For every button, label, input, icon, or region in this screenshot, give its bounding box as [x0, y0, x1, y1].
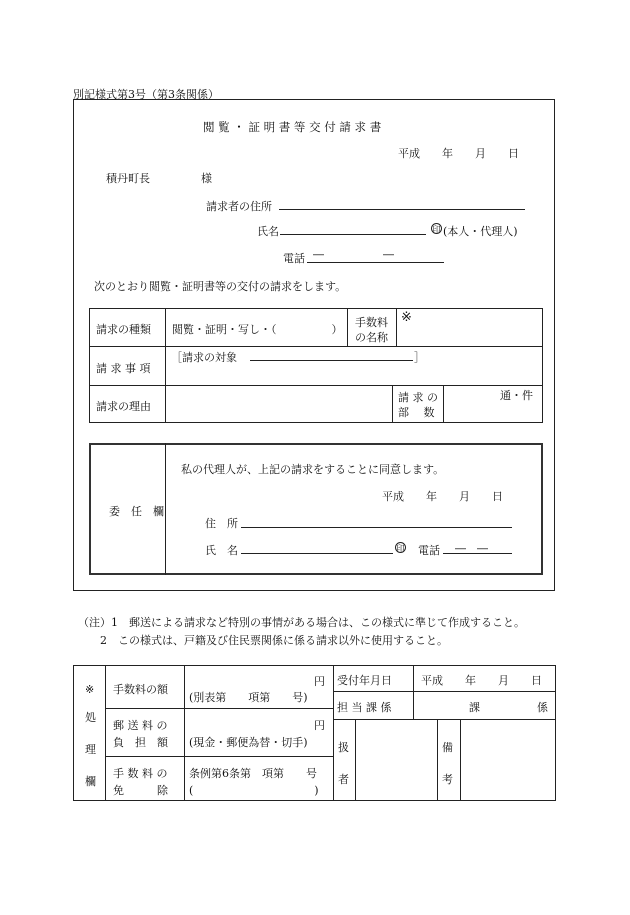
postage-label: 負 担 額	[113, 736, 168, 749]
fee-exemption-label: 免 除	[113, 784, 168, 797]
staff-label: 担 当 課 係	[337, 701, 392, 714]
fee-exemption-value: ( )	[189, 784, 319, 797]
request-reason-label: 請求の理由	[96, 400, 151, 413]
addressee: 積丹町長	[106, 172, 150, 185]
request-reason-field[interactable]	[166, 386, 392, 423]
note-2: 2 この様式は、戸籍及び住民票関係に係る請求以外に使用すること。	[100, 634, 448, 647]
delegation-date: 平成 年 月 日	[382, 490, 503, 503]
requester-phone-label: 電話	[283, 252, 305, 265]
requester-address-label: 請求者の住所	[206, 200, 272, 213]
delegation-consent: 私の代理人が、上記の請求をすることに同意します。	[181, 463, 445, 476]
received-date-label: 受付年月日	[337, 674, 392, 687]
delegation-phone-label: 電話	[418, 544, 440, 557]
requester-address-field[interactable]	[279, 196, 525, 210]
processing-side-label: 理	[85, 743, 96, 756]
fee-exemption-label: 手 数 料 の	[113, 767, 168, 780]
staff-section: 課	[469, 701, 480, 714]
form-title: 閲 覧 ・ 証 明 書 等 交 付 請 求 書	[203, 120, 382, 134]
remarks-label: 考	[442, 773, 453, 786]
request-matter-close: ］	[414, 351, 425, 364]
delegation-address-field[interactable]	[241, 514, 512, 528]
form-reference: 別記様式第3号（第3条関係）	[73, 88, 219, 101]
delegation-name-label: 氏 名	[205, 544, 238, 557]
request-matter-label: 請 求 事 項	[96, 362, 151, 375]
requester-name-label: 氏名	[257, 225, 279, 238]
fee-amount-sub: (別表第 項第 号)	[189, 691, 308, 704]
request-matter-field[interactable]	[250, 347, 413, 361]
processing-side-label: 欄	[85, 775, 96, 788]
fee-name-label: の名称	[355, 331, 388, 344]
delegation-address-label: 住 所	[205, 517, 238, 530]
copies-label: 請 求 の	[398, 391, 438, 404]
intro-text: 次のとおり閲覧・証明書等の交付の請求をします。	[94, 280, 347, 293]
phone-separator: ― ―	[455, 542, 488, 555]
request-date: 平成 年 月 日	[398, 147, 519, 160]
addressee-honorific: 様	[201, 172, 212, 185]
copies-label: 部 数	[398, 406, 435, 419]
delegation-name-field[interactable]	[241, 540, 393, 554]
fee-name-mark: ※	[401, 310, 412, 325]
postage-yen: 円	[314, 719, 325, 732]
staff-unit: 係	[537, 701, 548, 714]
received-date-value: 平成 年 月 日	[421, 674, 542, 687]
handler-label: 者	[338, 773, 349, 786]
processing-mark: ※	[85, 683, 95, 696]
copies-unit: 通・件	[500, 389, 533, 402]
requester-role-note: (本人・代理人)	[443, 225, 518, 238]
seal-mark: 印	[396, 544, 405, 553]
request-type-label: 請求の種類	[96, 323, 151, 336]
request-matter-prefix: ［請求の対象	[171, 351, 237, 364]
postage-label: 郵 送 料 の	[113, 719, 168, 732]
requester-name-field[interactable]	[280, 221, 426, 235]
fee-exemption-value: 条例第6条第 項第 号	[189, 767, 317, 780]
delegation-label: 委 任 欄	[109, 505, 164, 518]
phone-separator: ―	[313, 248, 324, 261]
postage-sub: (現金・郵便為替・切手)	[189, 736, 308, 749]
phone-separator: ―	[383, 248, 394, 261]
fee-amount-yen: 円	[314, 675, 325, 688]
note-1: （注）1 郵送による請求など特別の事情がある場合は、この様式に準じて作成すること。	[78, 616, 525, 629]
requester-phone-field[interactable]	[307, 249, 444, 263]
handler-label: 扱	[338, 741, 349, 754]
processing-side-label: 処	[85, 711, 96, 724]
remarks-label: 備	[442, 741, 453, 754]
fee-amount-label: 手数料の額	[113, 683, 168, 696]
request-type-options[interactable]: 閲覧・証明・写し・（ ）	[172, 323, 343, 336]
seal-mark: 印	[432, 225, 441, 234]
fee-name-label: 手数料	[355, 316, 388, 329]
